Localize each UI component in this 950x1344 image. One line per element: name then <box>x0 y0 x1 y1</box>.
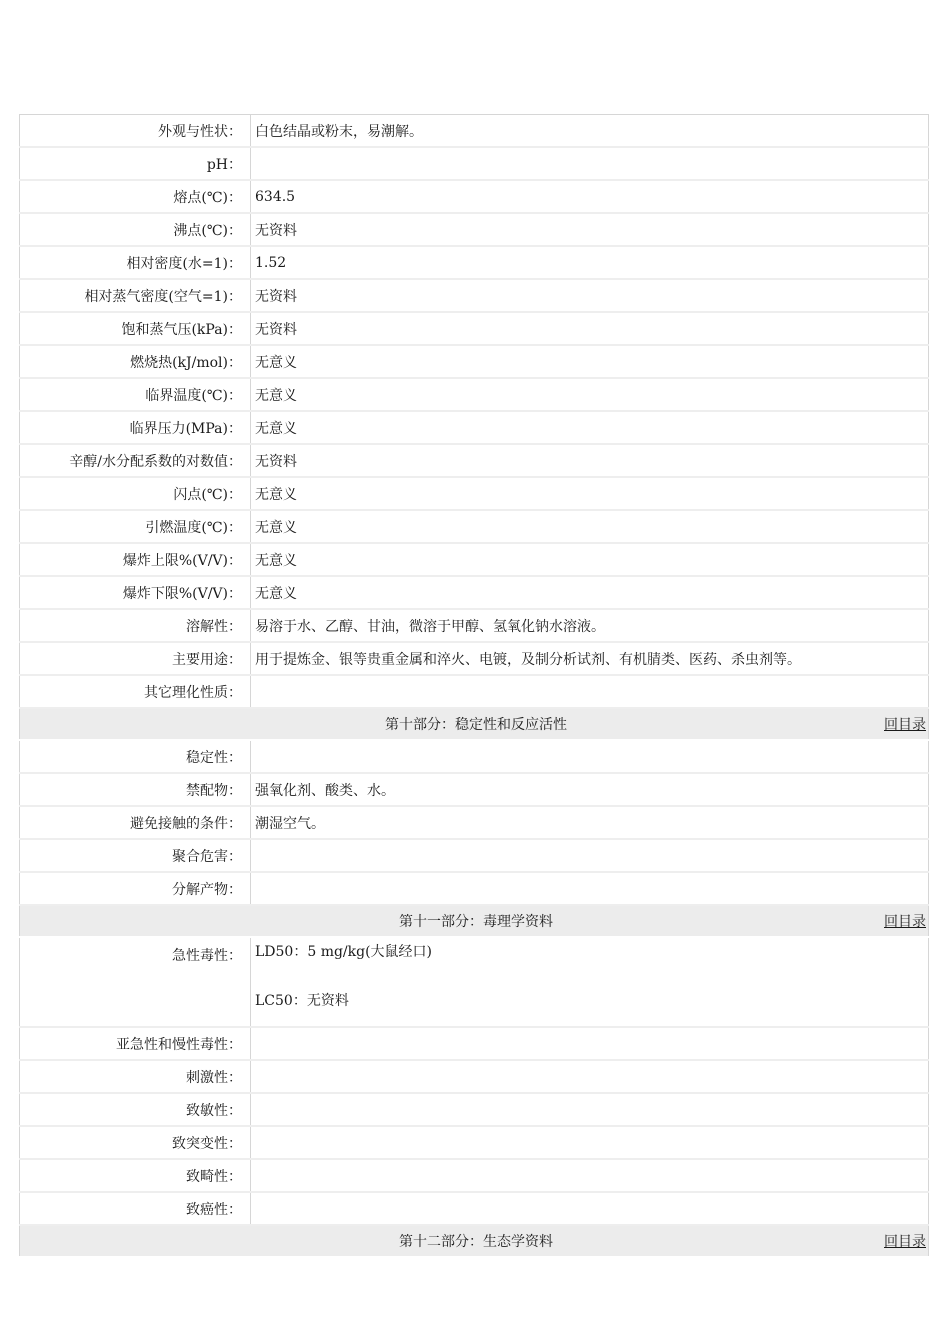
section-title: 第十一部分：毒理学资料 <box>399 914 553 930</box>
table-row <box>20 378 929 411</box>
property-label: 致畸性： <box>20 1159 251 1192</box>
property-value: 强氧化剂、酸类、水。 <box>251 773 929 806</box>
property-label: 刺激性： <box>20 1060 251 1093</box>
property-label: 辛醇/水分配系数的对数值： <box>20 444 251 477</box>
back-to-contents-link[interactable]: 回目录 <box>884 914 926 930</box>
property-label: 致敏性： <box>20 1093 251 1126</box>
table-row <box>20 312 929 345</box>
property-value <box>251 1027 929 1060</box>
property-label: 闪点(℃)： <box>20 477 251 510</box>
property-value <box>251 740 929 773</box>
table-row <box>20 345 929 378</box>
section-header-part10 <box>20 708 929 740</box>
property-label: 稳定性： <box>20 740 251 773</box>
table-row <box>20 576 929 609</box>
table-row <box>20 642 929 675</box>
property-value: 用于提炼金、银等贵重金属和淬火、电镀，及制分析试剂、有机腈类、医药、杀虫剂等。 <box>251 642 929 675</box>
table-row <box>20 411 929 444</box>
property-label: 避免接触的条件： <box>20 806 251 839</box>
property-label: 相对密度(水=1)： <box>20 246 251 279</box>
property-label: 燃烧热(kJ/mol)： <box>20 345 251 378</box>
table-row <box>20 180 929 213</box>
table-row <box>20 675 929 708</box>
table-row <box>20 213 929 246</box>
section-header-part12 <box>20 1225 929 1257</box>
table-row <box>20 773 929 806</box>
property-value: 无意义 <box>251 477 929 510</box>
property-value: 白色结晶或粉末，易潮解。 <box>251 115 929 148</box>
lc50-line: LC50：无资料 <box>255 993 349 1009</box>
property-label: 临界压力(MPa)： <box>20 411 251 444</box>
table-row <box>20 115 929 148</box>
table-row <box>20 937 929 1027</box>
property-value: 无资料 <box>251 279 929 312</box>
property-value: 易溶于水、乙醇、甘油，微溶于甲醇、氢氧化钠水溶液。 <box>251 609 929 642</box>
property-value: 无意义 <box>251 576 929 609</box>
section-header-part11 <box>20 905 929 937</box>
table-row <box>20 510 929 543</box>
table-row <box>20 477 929 510</box>
table-row <box>20 839 929 872</box>
property-label: 临界温度(℃)： <box>20 378 251 411</box>
property-label: 其它理化性质： <box>20 675 251 708</box>
property-label: 亚急性和慢性毒性： <box>20 1027 251 1060</box>
table-row <box>20 1159 929 1192</box>
property-label: 熔点(℃)： <box>20 180 251 213</box>
property-value <box>251 839 929 872</box>
property-label: 主要用途： <box>20 642 251 675</box>
table-row <box>20 1060 929 1093</box>
property-value <box>251 147 929 180</box>
property-value <box>251 675 929 708</box>
property-label: 爆炸下限%(V/V)： <box>20 576 251 609</box>
back-to-contents-link[interactable]: 回目录 <box>884 1234 926 1250</box>
property-label: 聚合危害： <box>20 839 251 872</box>
property-label: 相对蒸气密度(空气=1)： <box>20 279 251 312</box>
property-label: 爆炸上限%(V/V)： <box>20 543 251 576</box>
property-value: 634.5 <box>251 180 929 213</box>
property-label: 急性毒性： <box>20 937 251 1027</box>
property-label: 禁配物： <box>20 773 251 806</box>
table-row <box>20 1027 929 1060</box>
property-value: 无意义 <box>251 411 929 444</box>
property-value <box>251 1192 929 1225</box>
table-row <box>20 609 929 642</box>
property-value <box>251 1093 929 1126</box>
back-to-contents-link[interactable]: 回目录 <box>884 717 926 733</box>
table-row <box>20 806 929 839</box>
section-title: 第十二部分：生态学资料 <box>399 1234 553 1250</box>
table-row <box>20 1093 929 1126</box>
property-label: 分解产物： <box>20 872 251 905</box>
table-row <box>20 740 929 773</box>
table-row <box>20 279 929 312</box>
property-label: 致突变性： <box>20 1126 251 1159</box>
property-value: 1.52 <box>251 246 929 279</box>
property-value <box>251 1159 929 1192</box>
property-value <box>251 1126 929 1159</box>
table-row <box>20 543 929 576</box>
property-value: 无资料 <box>251 312 929 345</box>
property-label: 致癌性： <box>20 1192 251 1225</box>
property-value: 无资料 <box>251 444 929 477</box>
property-label: pH： <box>20 147 251 180</box>
table-row <box>20 1126 929 1159</box>
table-row <box>20 1192 929 1225</box>
property-value: 无意义 <box>251 510 929 543</box>
property-value: 无意义 <box>251 543 929 576</box>
msds-property-table <box>19 114 929 1258</box>
property-value: 无意义 <box>251 378 929 411</box>
property-label: 沸点(℃)： <box>20 213 251 246</box>
property-value: 潮湿空气。 <box>251 806 929 839</box>
property-label: 外观与性状： <box>20 115 251 148</box>
property-label: 溶解性： <box>20 609 251 642</box>
property-label: 引燃温度(℃)： <box>20 510 251 543</box>
ld50-line: LD50：5 mg/kg(大鼠经口) <box>255 944 433 960</box>
property-label: 饱和蒸气压(kPa)： <box>20 312 251 345</box>
table-row <box>20 147 929 180</box>
property-value: 无资料 <box>251 213 929 246</box>
table-row <box>20 872 929 905</box>
property-value <box>251 937 929 1027</box>
table-row <box>20 444 929 477</box>
property-value <box>251 872 929 905</box>
property-value: 无意义 <box>251 345 929 378</box>
property-value <box>251 1060 929 1093</box>
section-title: 第十部分：稳定性和反应活性 <box>385 717 567 733</box>
table-row <box>20 246 929 279</box>
